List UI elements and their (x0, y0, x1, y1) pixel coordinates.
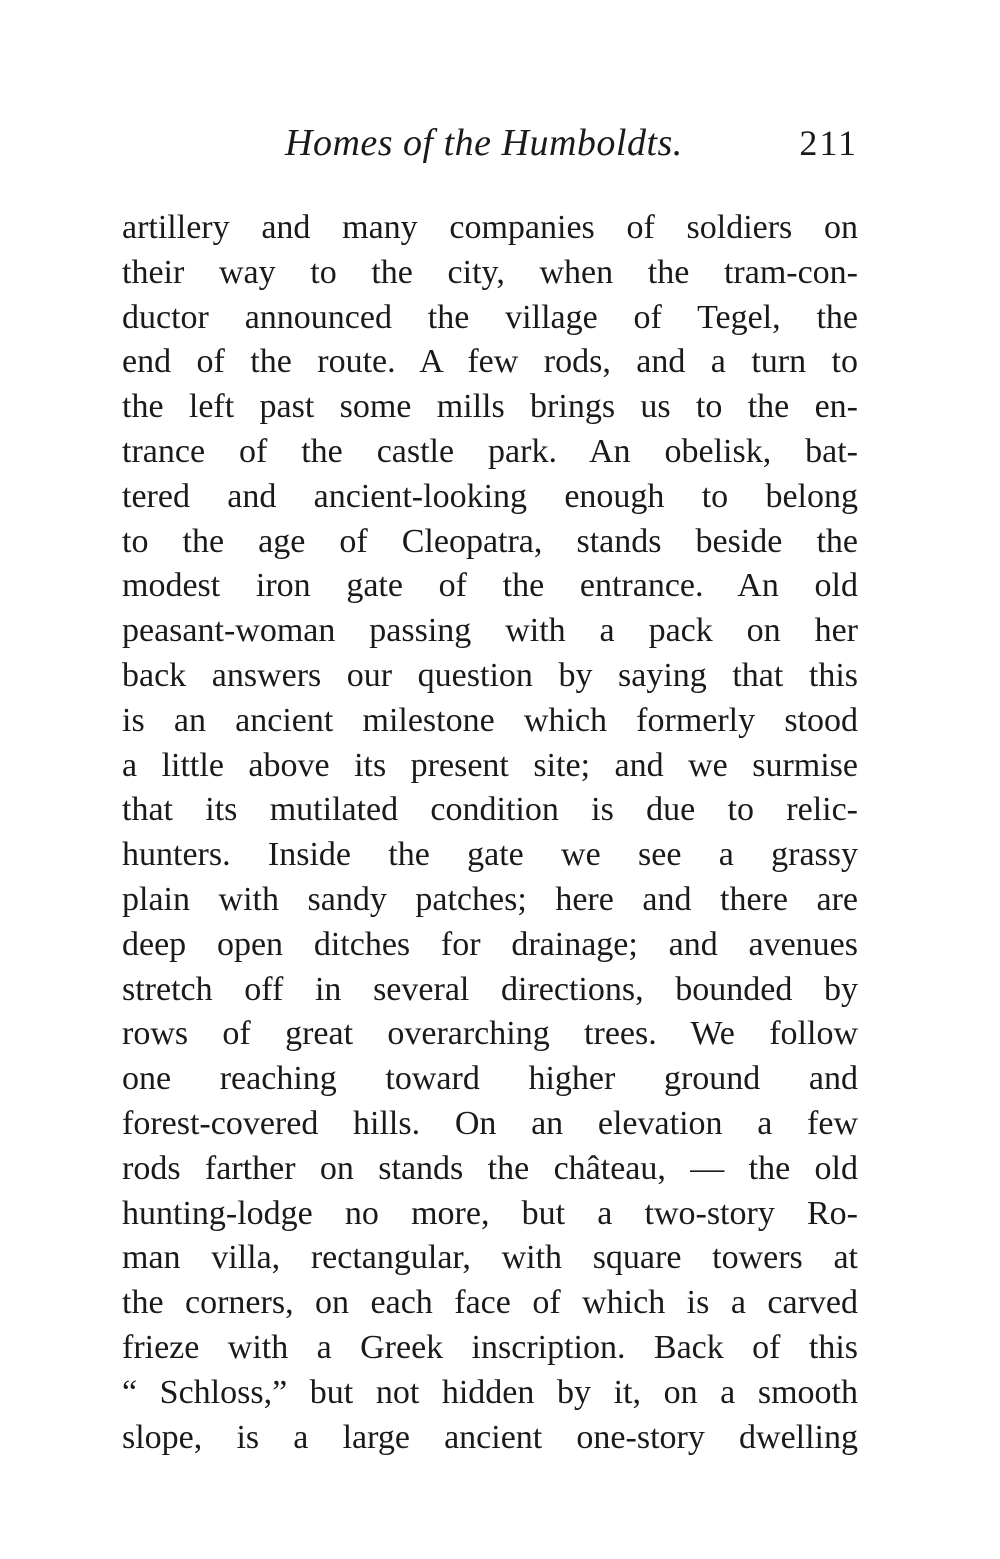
text-line: trance of the castle park. An obelisk, bat- (122, 432, 858, 470)
text-line: ductor announced the village of Tegel, the (122, 298, 858, 336)
text-line: peasant-woman passing with a pack on her (122, 612, 858, 650)
page-number: 211 (799, 123, 858, 163)
body-text (122, 206, 858, 1460)
text-line: is an ancient milestone which formerly stood (122, 701, 858, 739)
text-line: hunters. Inside the gate we see a grassy (122, 836, 858, 874)
text-line: modest iron gate of the entrance. An old (122, 567, 858, 605)
text-line: one reaching toward higher ground and (122, 1060, 858, 1098)
text-line: “ Schloss,” but not hidden by it, on a smooth (122, 1373, 858, 1411)
running-title: Homes of the Humboldts. (285, 122, 683, 164)
text-line: plain with sandy patches; here and there are (122, 880, 858, 918)
text-line: hunting-lodge no more, but a two-story Ro- (122, 1194, 858, 1232)
text-line: a little above its present site; and we surmise (122, 746, 858, 784)
text-line: rows of great overarching trees. We follow (122, 1015, 858, 1053)
text-line: frieze with a Greek inscription. Back of this (122, 1328, 858, 1366)
text-line: artillery and many companies of soldiers on (122, 209, 858, 246)
text-line: their way to the city, when the tram-con- (122, 253, 858, 291)
text-line: deep open ditches for drainage; and avenues (122, 925, 858, 963)
text-line: the left past some mills brings us to the en- (122, 388, 858, 426)
text-line: to the age of Cleopatra, stands beside the (122, 522, 858, 560)
text-line: that its mutilated condition is due to relic- (122, 791, 858, 829)
text-line: end of the route. A few rods, and a turn to (122, 343, 858, 381)
text-line: the corners, on each face of which is a carved (122, 1284, 858, 1322)
text-line: stretch off in several directions, bounded by (122, 970, 858, 1008)
text-line: back answers our question by saying that this (122, 656, 858, 694)
text-line: man villa, rectangular, with square towers at (122, 1239, 858, 1277)
text-line: slope, is a large ancient one-story dwelling (122, 1418, 858, 1456)
text-line: forest-covered hills. On an elevation a few (122, 1104, 858, 1142)
running-head (122, 118, 858, 168)
text-line: rods farther on stands the château, — the old (122, 1149, 858, 1187)
text-line: tered and ancient-looking enough to belong (122, 477, 858, 515)
